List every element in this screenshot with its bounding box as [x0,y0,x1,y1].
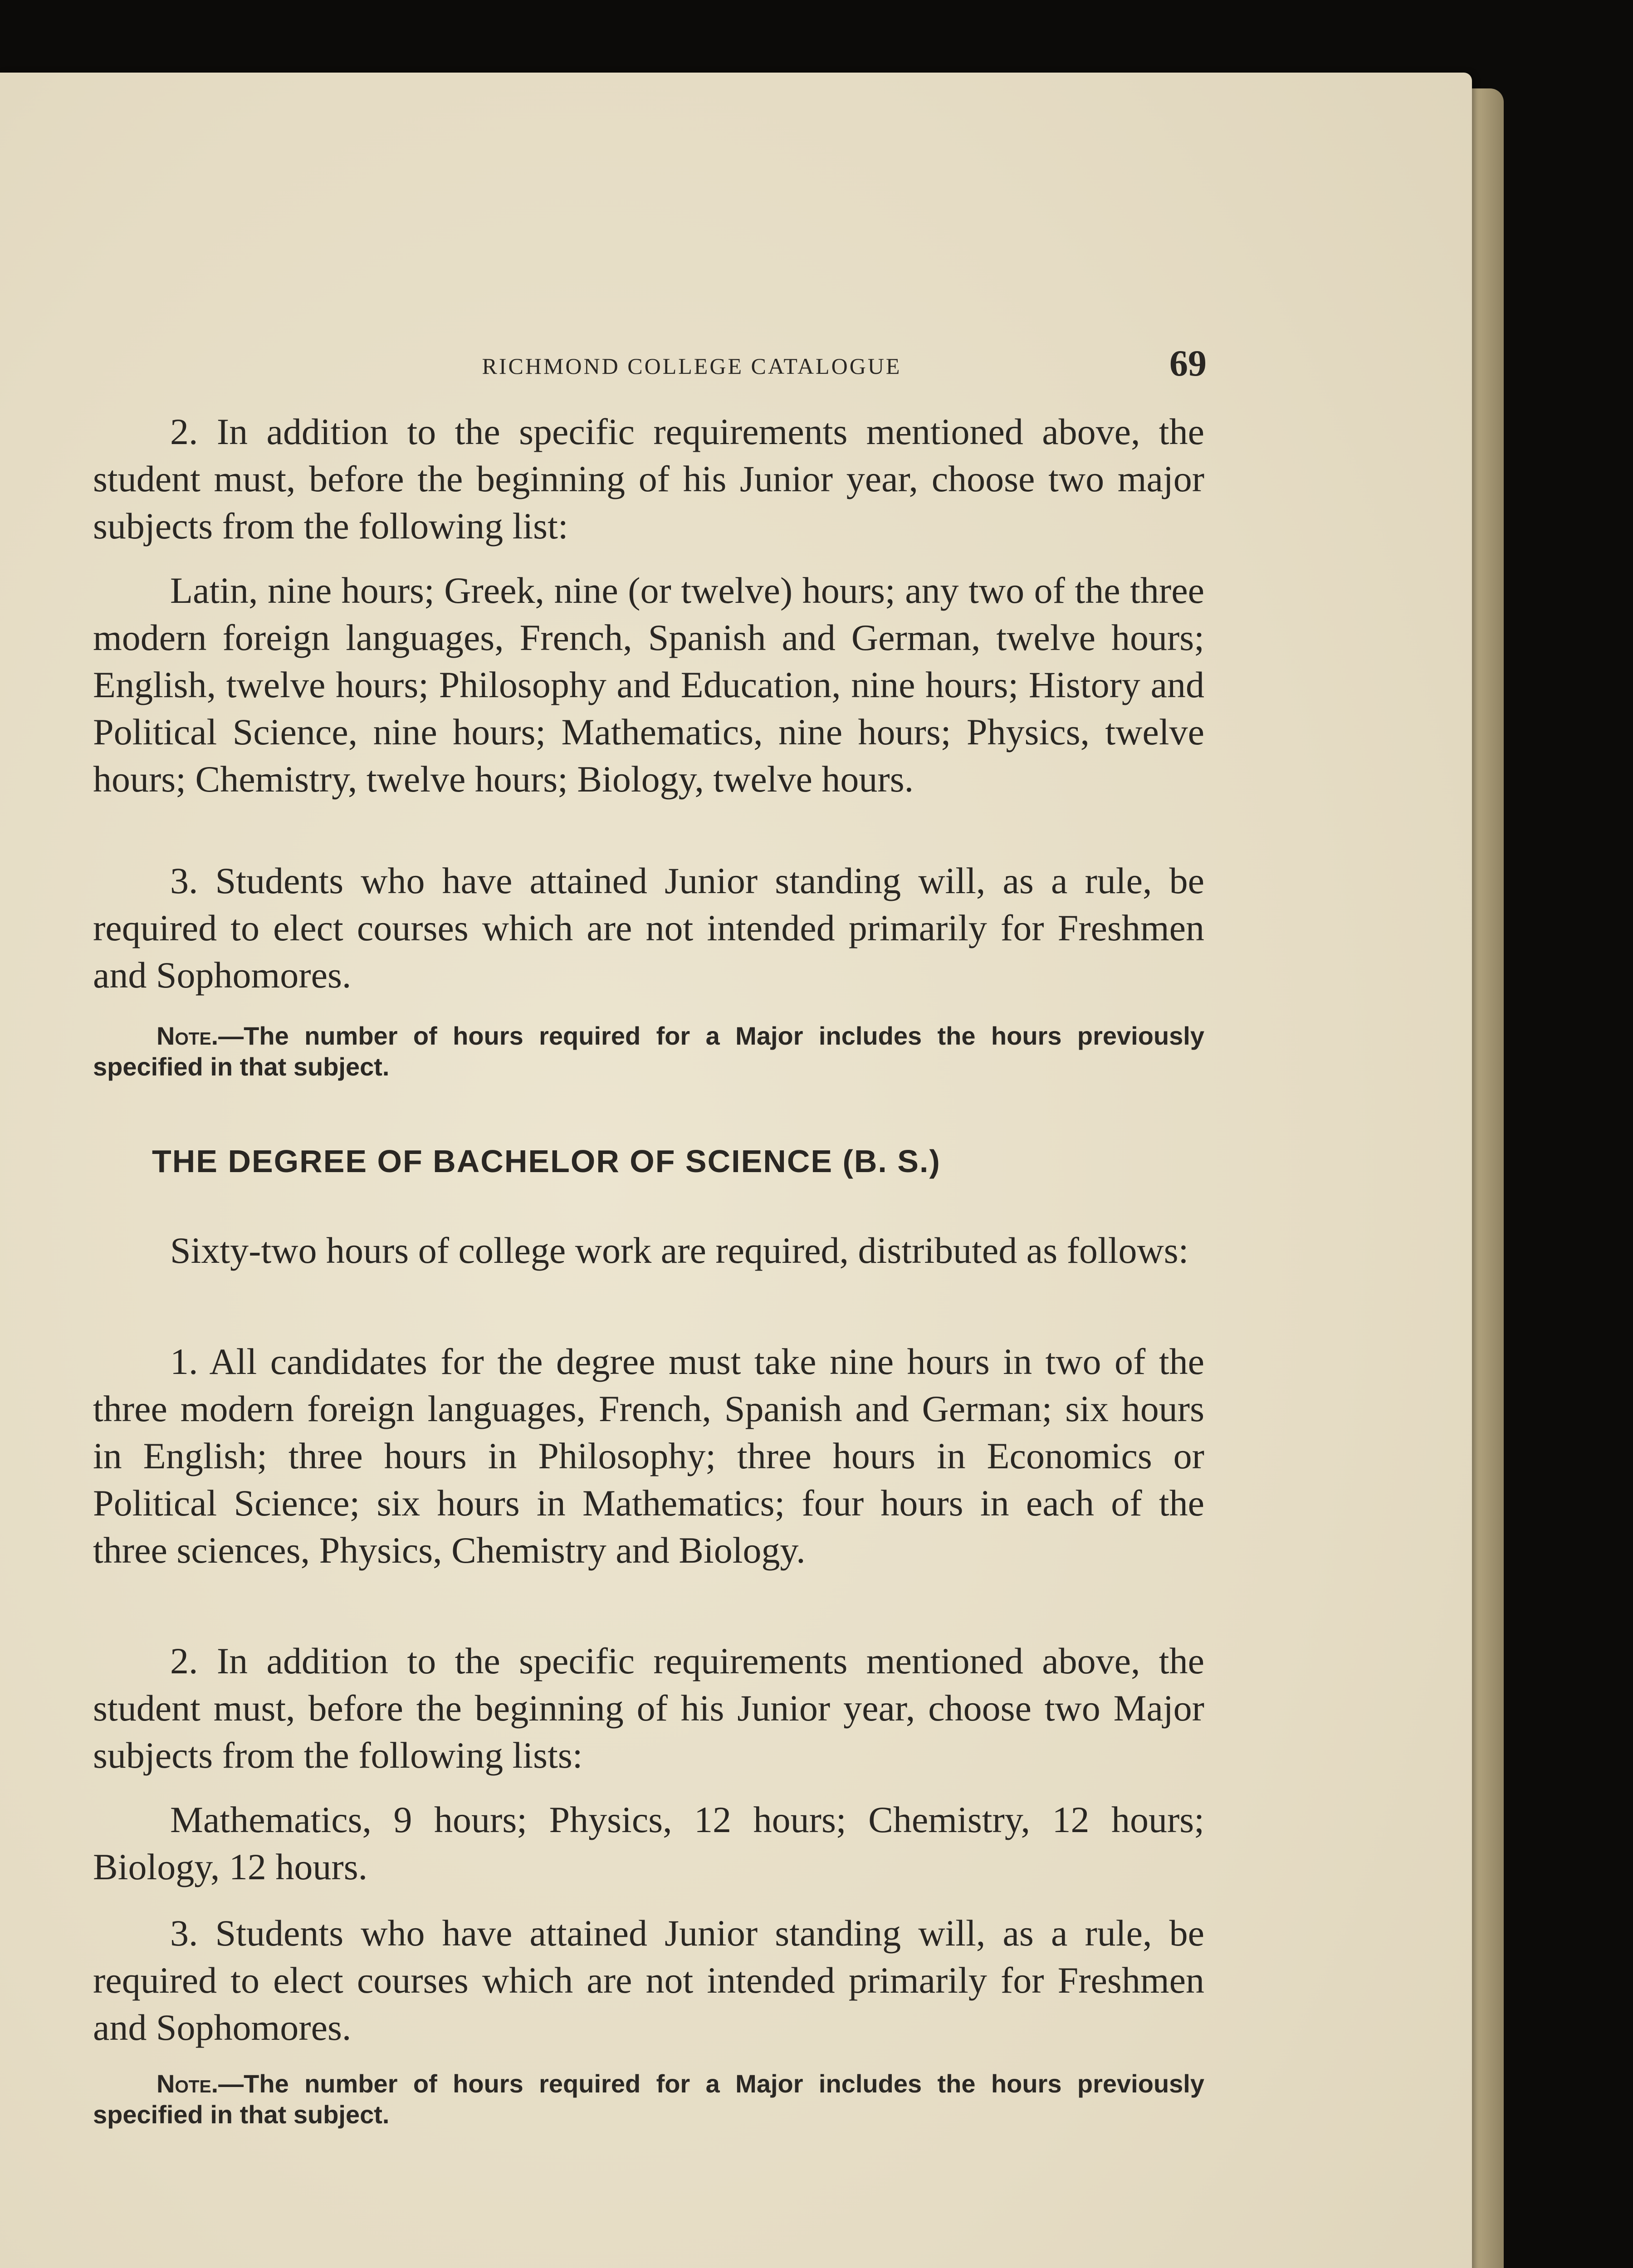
bs-section-heading: THE DEGREE OF BACHELOR OF SCIENCE (B. S.) [152,1144,941,1179]
catalogue-page [0,73,1472,2268]
bs-intro: Sixty-two hours of college work are required, distributed as follows: [170,1230,1189,1271]
bs-paragraph-2: 2. In addition to the specific requirements mentioned above, the student must, before the beginning of his Junior year, choose two Major subjects from the following lists: [93,1640,1204,1776]
bs-note-text: —The number of hours required for a Major includes the hours previously specified in that subject. [93,2069,1204,2129]
ba-note [93,1021,1204,1082]
bs-note [93,2068,1204,2130]
page-header [93,336,1207,390]
ba-note-label: Note. [156,1022,219,1050]
ba-paragraph-3: 3. Students who have attained Junior standing will, as a rule, be required to elect courses which are not intended primarily for Freshmen and Sophomores. [93,860,1204,996]
bs-note-label: Note. [156,2069,219,2098]
bs-major-subjects: Mathematics, 9 hours; Physics, 12 hours; Chemistry, 12 hours; Biology, 12 hours. [93,1799,1204,1887]
ba-major-subjects: Latin, nine hours; Greek, nine (or twelve) hours; any two of the three modern foreign languages, French, Spanish and German, twelve hours; English, twelve hours; Philosophy and Education, nine hours; History and Political Science, nine hours; Mathematics, nine hours; Physics, twelve hours; Chemistry, twelve hours; Biology, twelve hours. [93,570,1204,800]
bs-paragraph-3: 3. Students who have attained Junior standing will, as a rule, be required to elect courses which are not intended primarily for Freshmen and Sophomores. [93,1912,1204,2048]
bs-paragraph-1: 1. All candidates for the degree must take nine hours in two of the three modern foreign languages, French, Spanish and German; six hours in English; three hours in Philosophy; three hours in Economics or Political Science; six hours in Mathematics; four hours in each of the three sciences, Physics, Chemistry and Biology. [93,1341,1204,1571]
page-number: 69 [1169,342,1207,384]
ba-paragraph-2: 2. In addition to the specific requirements mentioned above, the student must, before the beginning of his Junior year, choose two major subjects from the following list: [93,411,1204,547]
running-head: RICHMOND COLLEGE CATALOGUE [482,353,902,379]
ba-note-text: —The number of hours required for a Major includes the hours previously specified in that subject. [93,1022,1204,1081]
